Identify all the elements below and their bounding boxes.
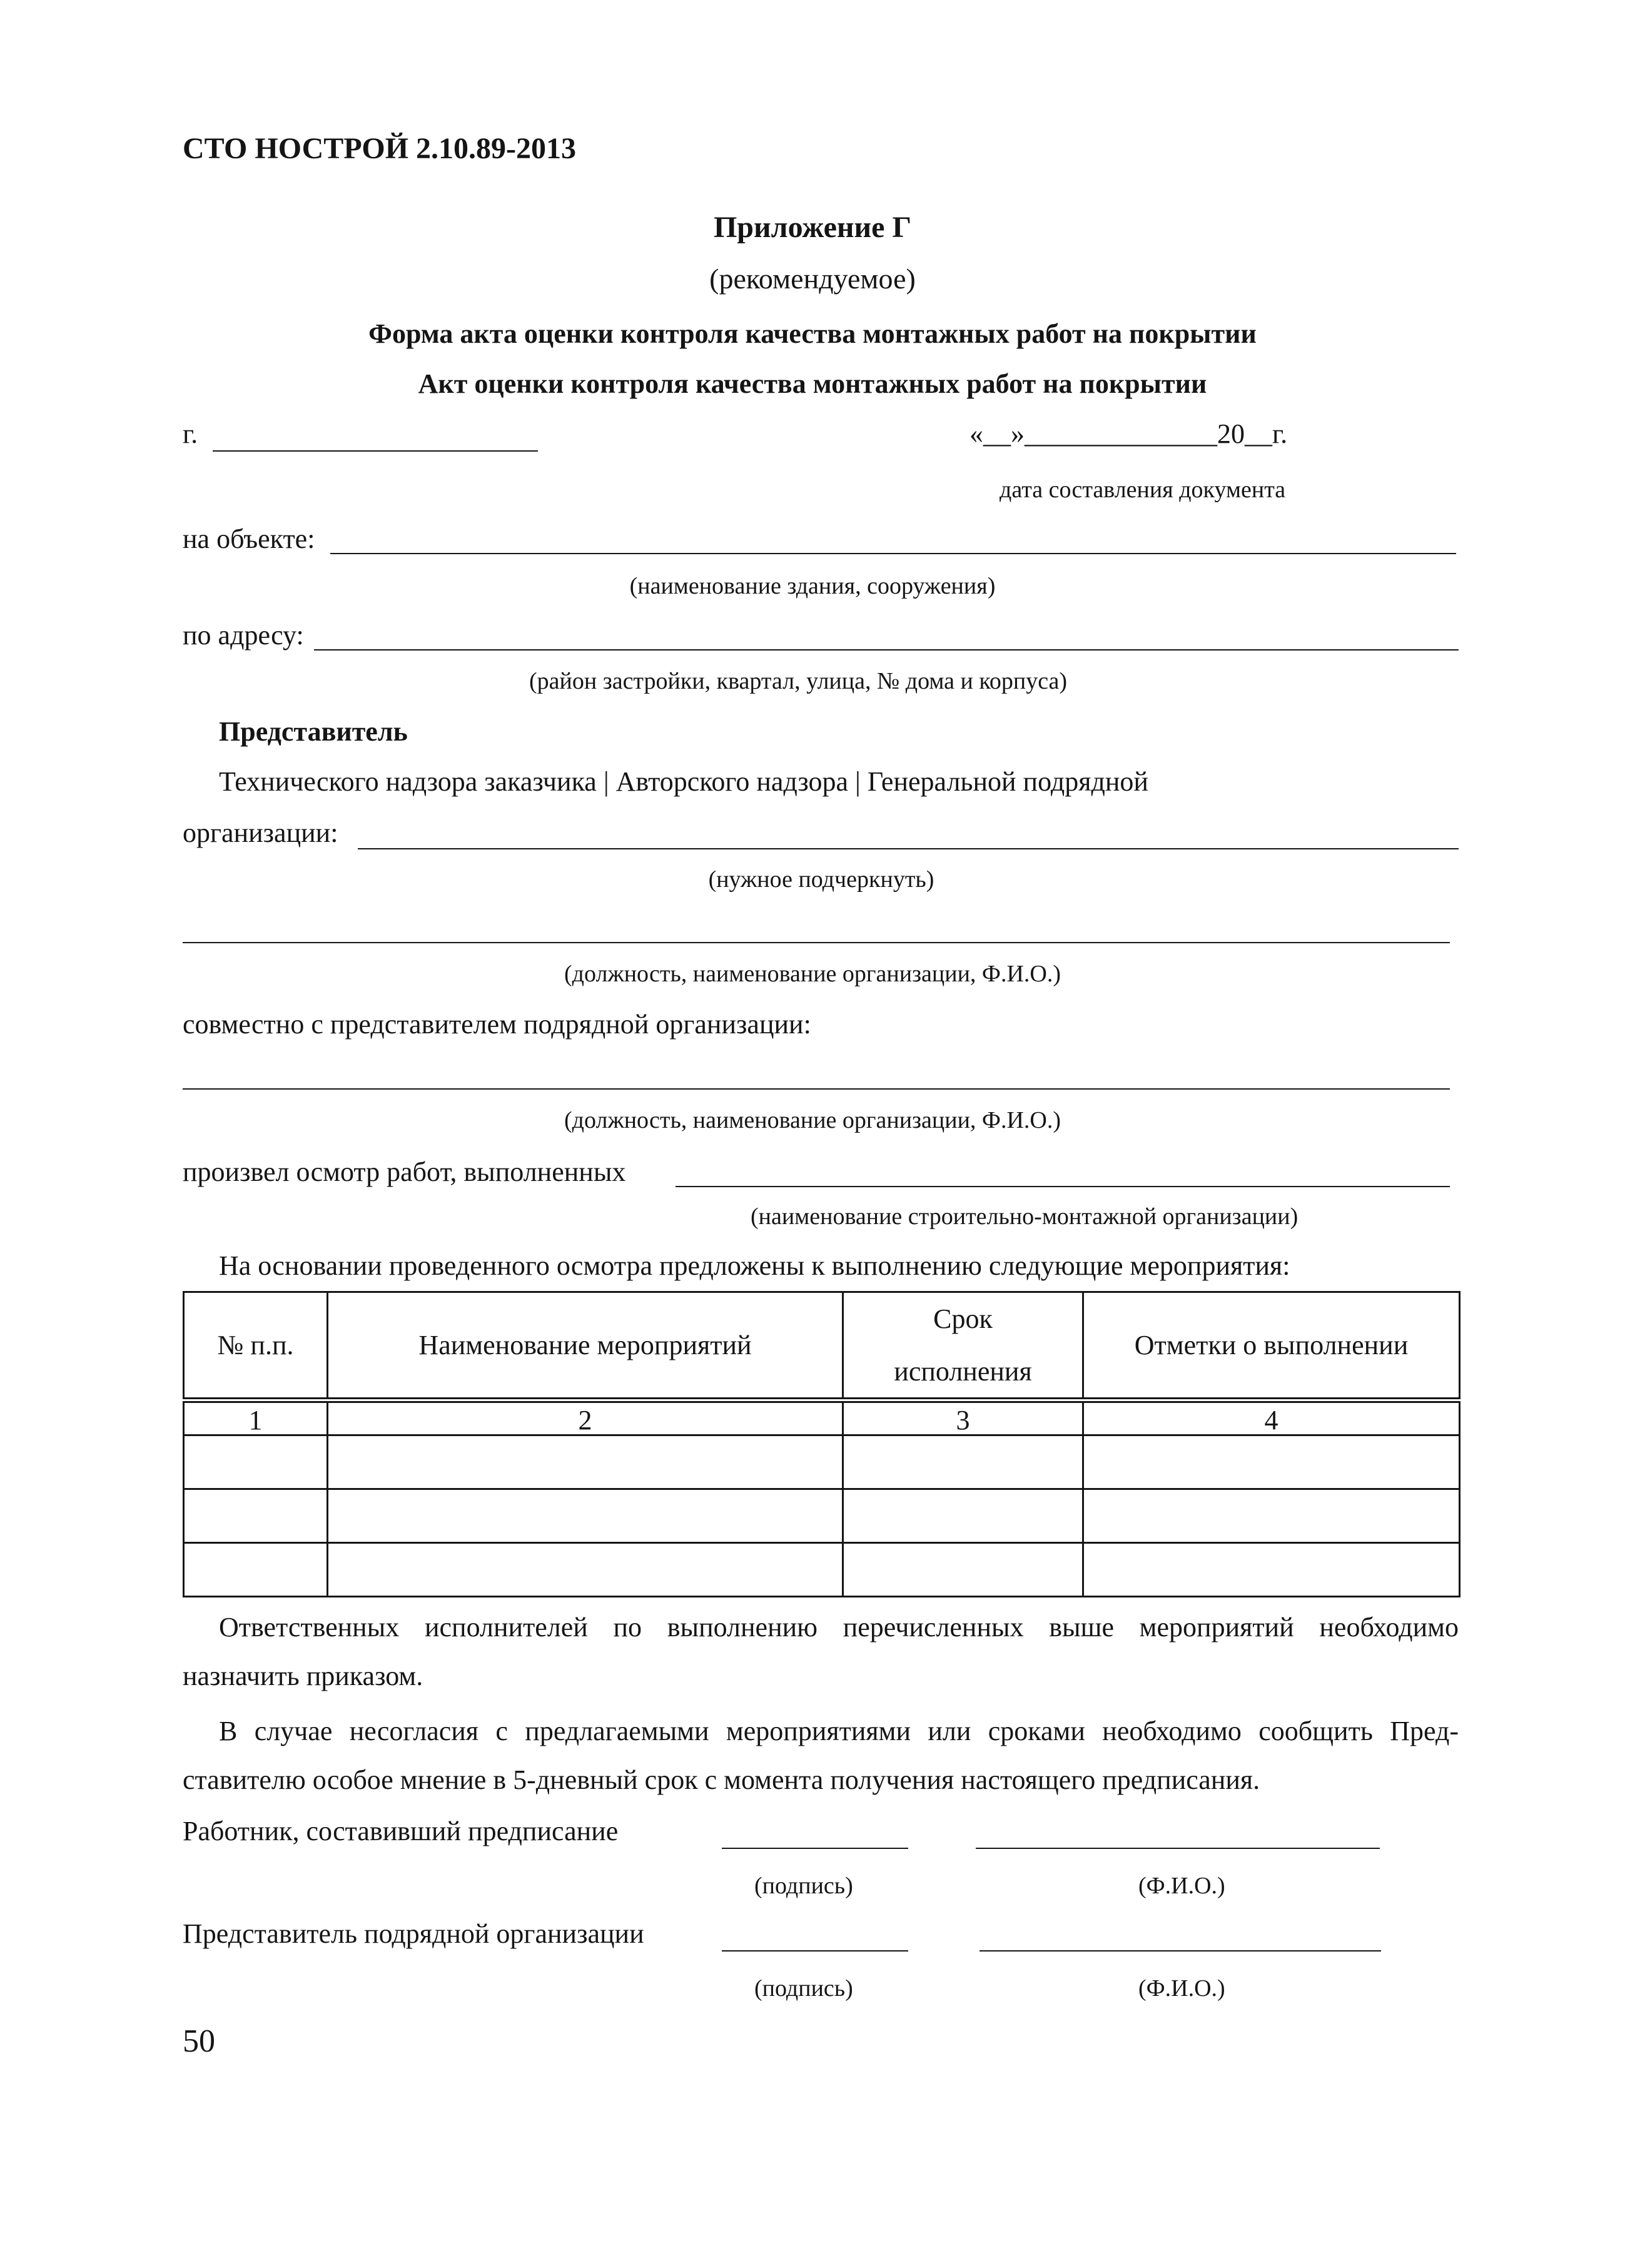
representative-options: Технического надзора заказчика | Авторского надзора | Генеральной подрядной bbox=[219, 766, 1148, 797]
column-number: 2 bbox=[328, 1400, 843, 1435]
table-cell[interactable] bbox=[843, 1543, 1083, 1597]
table-cell[interactable] bbox=[184, 1543, 328, 1597]
form-title: Форма акта оценки контроля качества монтажных работ на покрытии bbox=[368, 318, 1257, 349]
contractor-name-caption: (Ф.И.О.) bbox=[1138, 1975, 1225, 2002]
address-label: по адресу: bbox=[183, 620, 304, 651]
contractor-signature-label: Представитель подрядной организации bbox=[183, 1918, 644, 1949]
disagreement-paragraph-line1: В случае несогласия с предлагаемыми мероприятиями или сроками необходимо сообщить Пред- bbox=[219, 1716, 1459, 1746]
table-cell[interactable] bbox=[184, 1489, 328, 1543]
measures-intro: На основании проведенного осмотра предложены к выполнению следующие мероприятия: bbox=[219, 1250, 1290, 1281]
table-cell[interactable] bbox=[328, 1543, 843, 1597]
table-cell[interactable] bbox=[1083, 1435, 1460, 1489]
address-caption: (район застройки, квартал, улица, № дома и корпуса) bbox=[529, 668, 1068, 694]
object-caption: (наименование здания, сооружения) bbox=[629, 573, 996, 599]
column-number: 3 bbox=[843, 1400, 1083, 1435]
worker-name-caption: (Ф.И.О.) bbox=[1138, 1873, 1225, 1899]
date-field[interactable]: «__»______________20__г. bbox=[969, 418, 1288, 449]
table-cell[interactable] bbox=[184, 1435, 328, 1489]
table-cell[interactable] bbox=[1083, 1489, 1460, 1543]
date-caption: дата составления документа bbox=[1000, 477, 1286, 503]
appendix-status: (рекомендуемое) bbox=[709, 263, 916, 295]
column-number: 1 bbox=[184, 1400, 328, 1435]
column-header-measure: Наименование мероприятий bbox=[328, 1292, 843, 1400]
representative-heading: Представитель bbox=[219, 716, 408, 747]
object-label: на объекте: bbox=[183, 524, 315, 554]
representative-position-caption: (должность, наименование организации, Ф.И.О.) bbox=[564, 961, 1061, 987]
object-field[interactable] bbox=[330, 553, 1456, 554]
contractor-label: совместно с представителем подрядной организации: bbox=[183, 1009, 811, 1040]
appendix-title: Приложение Г bbox=[713, 211, 912, 244]
disagreement-paragraph-line2: ставителю особое мнение в 5-дневный срок с момента получения настоящего предписания. bbox=[183, 1764, 1260, 1795]
page-number: 50 bbox=[183, 2023, 215, 2059]
table-cell[interactable] bbox=[843, 1435, 1083, 1489]
worker-signature-caption: (подпись) bbox=[754, 1873, 853, 1899]
act-title: Акт оценки контроля качества монтажных работ на покрытии bbox=[418, 368, 1207, 399]
worker-signature-label: Работник, составивший предписание bbox=[183, 1816, 619, 1846]
contractor-position-field[interactable] bbox=[183, 1088, 1450, 1090]
column-number-row bbox=[184, 1400, 1460, 1435]
city-field[interactable] bbox=[213, 450, 538, 452]
table-row bbox=[184, 1489, 1460, 1543]
column-number: 4 bbox=[1083, 1400, 1460, 1435]
inspection-caption: (наименование строительно-монтажной организации) bbox=[751, 1203, 1298, 1230]
contractor-signature-field[interactable] bbox=[722, 1950, 908, 1952]
table-row bbox=[184, 1543, 1460, 1597]
measures-table bbox=[183, 1291, 1460, 1597]
responsible-paragraph-line1: Ответственных исполнителей по выполнению перечисленных выше мероприятий необходимо bbox=[219, 1612, 1459, 1643]
underline-caption: (нужное подчеркнуть) bbox=[708, 866, 934, 893]
contractor-name-field[interactable] bbox=[980, 1950, 1381, 1952]
organization-label: организации: bbox=[183, 818, 338, 848]
address-field[interactable] bbox=[314, 649, 1459, 651]
column-header-deadline: Срок исполнения bbox=[843, 1292, 1083, 1400]
inspection-field[interactable] bbox=[676, 1186, 1450, 1187]
inspection-label: произвел осмотр работ, выполненных bbox=[183, 1157, 626, 1187]
column-header-number: № п.п. bbox=[184, 1292, 328, 1400]
contractor-position-caption: (должность, наименование организации, Ф.И.О.) bbox=[564, 1107, 1061, 1133]
document-code: СТО НОСТРОЙ 2.10.89-2013 bbox=[183, 132, 577, 165]
table-cell[interactable] bbox=[843, 1489, 1083, 1543]
worker-signature-field[interactable] bbox=[722, 1848, 908, 1849]
table-cell[interactable] bbox=[328, 1489, 843, 1543]
representative-position-field[interactable] bbox=[183, 942, 1450, 943]
organization-field[interactable] bbox=[358, 848, 1459, 849]
worker-name-field[interactable] bbox=[976, 1848, 1380, 1849]
table-header-row bbox=[184, 1292, 1460, 1400]
table-row bbox=[184, 1435, 1460, 1489]
table-cell[interactable] bbox=[328, 1435, 843, 1489]
column-header-marks: Отметки о выполнении bbox=[1083, 1292, 1460, 1400]
responsible-paragraph-line2: назначить приказом. bbox=[183, 1661, 423, 1691]
city-label: г. bbox=[183, 418, 198, 449]
table-cell[interactable] bbox=[1083, 1543, 1460, 1597]
contractor-signature-caption: (подпись) bbox=[754, 1975, 853, 2002]
